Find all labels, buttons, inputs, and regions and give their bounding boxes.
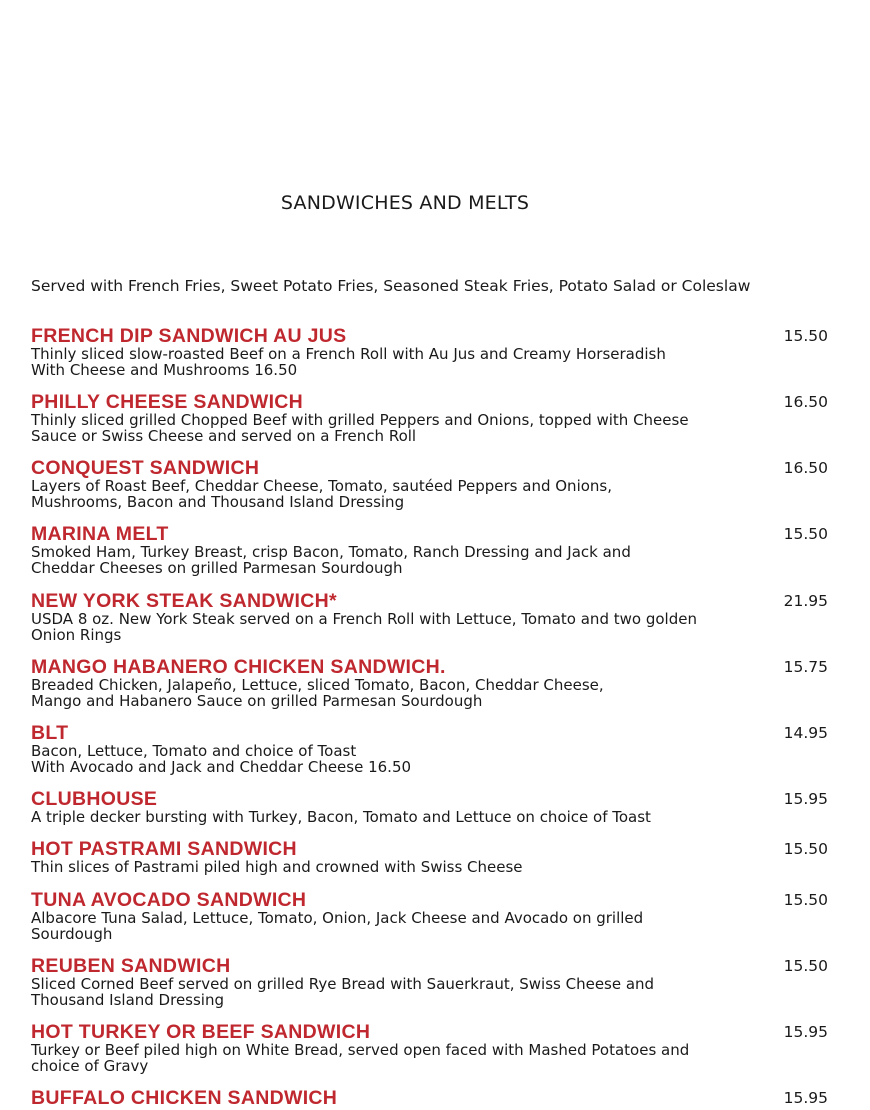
item-price: 15.50 — [783, 957, 828, 975]
item-description: Sliced Corned Beef served on grilled Rye Bread with Sauerkraut, Swiss Cheese and Thousand Island Dressing — [31, 975, 655, 1009]
item-name: NEW YORK STEAK SANDWICH* — [31, 590, 337, 612]
menu-item — [31, 723, 831, 775]
menu-item — [31, 458, 831, 510]
item-price: 16.50 — [783, 459, 828, 477]
menu-item — [31, 839, 831, 875]
item-name: BUFFALO CHICKEN SANDWICH — [31, 1087, 338, 1109]
item-description: A triple decker bursting with Turkey, Bacon, Tomato and Lettuce on choice of Toast — [31, 808, 651, 826]
item-name: MARINA MELT — [31, 523, 169, 545]
item-name: MANGO HABANERO CHICKEN SANDWICH. — [31, 656, 446, 678]
item-name: FRENCH DIP SANDWICH AU JUS — [31, 325, 347, 347]
item-price: 15.50 — [783, 840, 828, 858]
menu-title: SANDWICHES AND MELTS — [280, 192, 530, 214]
item-description: Thinly sliced slow-roasted Beef on a French Roll with Au Jus and Creamy Horseradish With Cheese and Mushrooms 16.50 — [31, 345, 666, 379]
menu-item — [31, 524, 831, 576]
item-name: HOT PASTRAMI SANDWICH — [31, 838, 297, 860]
menu-item — [31, 789, 831, 825]
item-description: Albacore Tuna Salad, Lettuce, Tomato, Onion, Jack Cheese and Avocado on grilled Sourdough — [31, 909, 644, 943]
menu-item — [31, 1022, 831, 1074]
item-description: Bacon, Lettuce, Tomato and choice of Toast With Avocado and Jack and Cheddar Cheese 16.50 — [31, 742, 412, 776]
item-description: Smoked Ham, Turkey Breast, crisp Bacon, Tomato, Ranch Dressing and Jack and Cheddar Cheeses on grilled Parmesan Sourdough — [31, 543, 631, 577]
menu-item — [31, 591, 831, 643]
item-description: Turkey or Beef piled high on White Bread, served open faced with Mashed Potatoes and choice of Gravy — [31, 1041, 690, 1075]
item-description: Thinly sliced grilled Chopped Beef with grilled Peppers and Onions, topped with Cheese Sauce or Swiss Cheese and served on a French Roll — [31, 411, 689, 445]
item-description: Thin slices of Pastrami piled high and crowned with Swiss Cheese — [31, 858, 523, 876]
item-name: CLUBHOUSE — [31, 788, 158, 810]
menu-item — [31, 392, 831, 444]
item-description: USDA 8 oz. New York Steak served on a French Roll with Lettuce, Tomato and two golden Onion Rings — [31, 610, 697, 644]
item-price: 16.50 — [783, 393, 828, 411]
item-name: HOT TURKEY OR BEEF SANDWICH — [31, 1021, 371, 1043]
item-name: TUNA AVOCADO SANDWICH — [31, 889, 307, 911]
item-price: 15.50 — [783, 327, 828, 345]
item-description: Breaded Chicken, Jalapeño, Lettuce, sliced Tomato, Bacon, Cheddar Cheese, Mango and Habanero Sauce on grilled Parmesan Sourdough — [31, 676, 604, 710]
item-name: BLT — [31, 722, 69, 744]
item-description: Layers of Roast Beef, Cheddar Cheese, Tomato, sautéed Peppers and Onions, Mushrooms, Bacon and Thousand Island Dressing — [31, 477, 613, 511]
menu-item — [31, 890, 831, 942]
item-name: PHILLY CHEESE SANDWICH — [31, 391, 304, 413]
item-price: 15.75 — [783, 658, 828, 676]
item-price: 15.50 — [783, 891, 828, 909]
item-price: 14.95 — [783, 724, 828, 742]
menu-item — [31, 956, 831, 1008]
menu-item — [31, 657, 831, 709]
sides-note: Served with French Fries, Sweet Potato Fries, Seasoned Steak Fries, Potato Salad or Coleslaw — [31, 277, 751, 295]
menu-item — [31, 326, 831, 378]
item-name: REUBEN SANDWICH — [31, 955, 231, 977]
item-price: 15.95 — [783, 1089, 828, 1107]
item-price: 15.50 — [783, 525, 828, 543]
menu-item — [31, 1088, 831, 1108]
item-price: 15.95 — [783, 1023, 828, 1041]
item-price: 21.95 — [783, 592, 828, 610]
item-price: 15.95 — [783, 790, 828, 808]
item-name: CONQUEST SANDWICH — [31, 457, 260, 479]
